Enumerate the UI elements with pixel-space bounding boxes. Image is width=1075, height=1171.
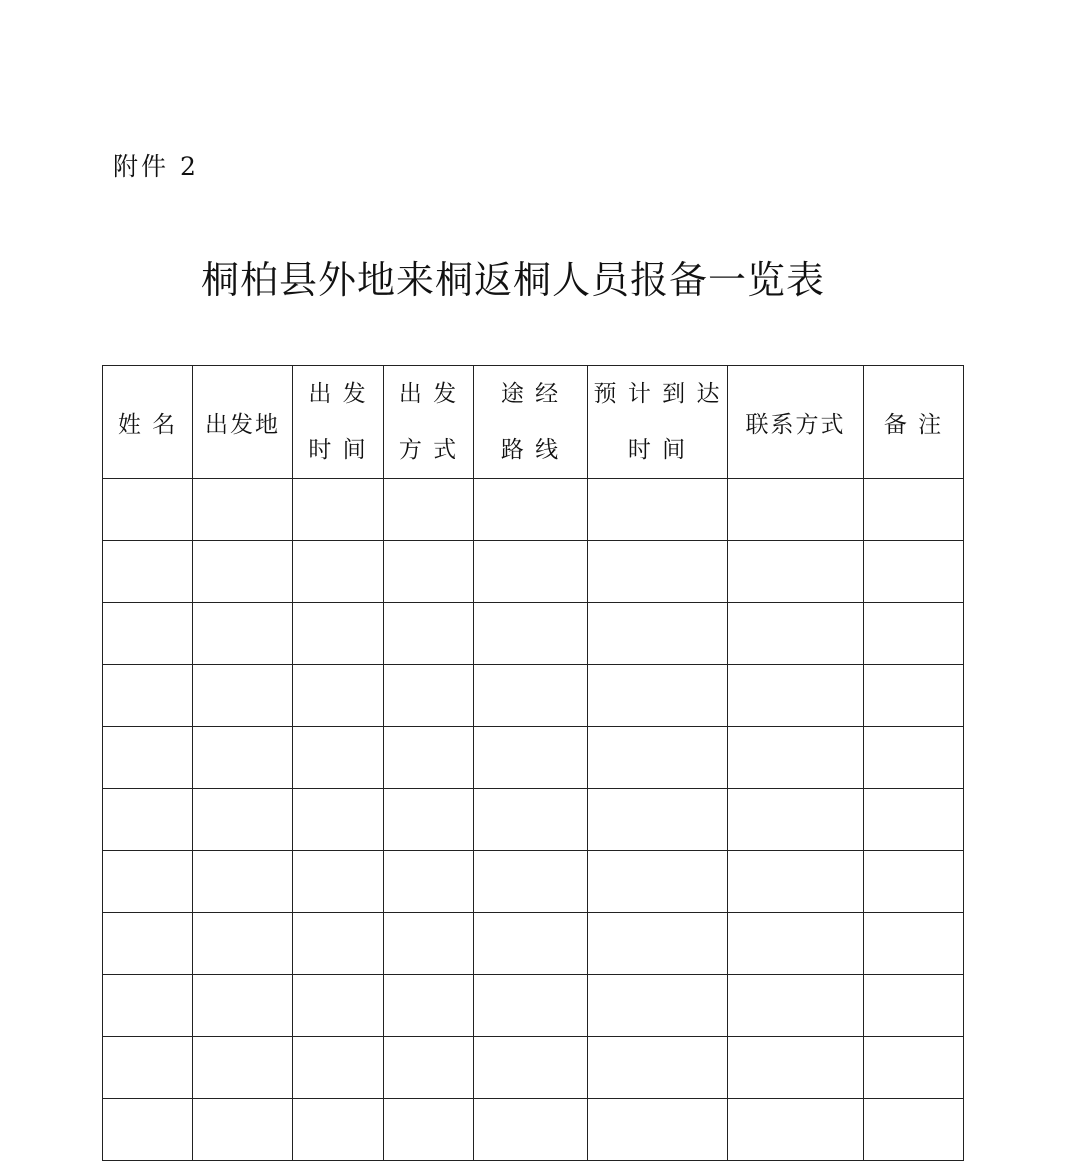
header-route-line2: 路 线 <box>500 437 561 463</box>
table-cell[interactable] <box>293 479 384 541</box>
table-cell[interactable] <box>864 1037 964 1099</box>
header-travel-mode-line1: 出 发 <box>398 381 459 407</box>
table-row <box>103 541 964 603</box>
table-body <box>103 479 964 1161</box>
table-row <box>103 975 964 1037</box>
table-cell[interactable] <box>474 727 588 789</box>
table-cell[interactable] <box>728 789 864 851</box>
table-cell[interactable] <box>384 1037 474 1099</box>
table-cell[interactable] <box>588 913 728 975</box>
header-name-label: 姓 名 <box>117 411 178 438</box>
table-cell[interactable] <box>384 913 474 975</box>
header-travel-mode <box>384 366 474 479</box>
table-cell[interactable] <box>588 1099 728 1161</box>
header-route <box>474 366 588 479</box>
table-row <box>103 479 964 541</box>
table-cell[interactable] <box>728 913 864 975</box>
table-cell[interactable] <box>103 1037 193 1099</box>
header-expected-arrival-time-line1: 预 计 到 达 <box>593 381 722 407</box>
table-cell[interactable] <box>103 541 193 603</box>
table-cell[interactable] <box>864 541 964 603</box>
table-cell[interactable] <box>864 479 964 541</box>
table-cell[interactable] <box>193 541 293 603</box>
table-cell[interactable] <box>384 1099 474 1161</box>
header-departure-time <box>293 366 384 479</box>
table-cell[interactable] <box>474 603 588 665</box>
table-cell[interactable] <box>293 975 384 1037</box>
table-cell[interactable] <box>474 851 588 913</box>
table-cell[interactable] <box>588 851 728 913</box>
table-header-row <box>103 366 964 479</box>
table-cell[interactable] <box>293 727 384 789</box>
table-cell[interactable] <box>293 665 384 727</box>
table-cell[interactable] <box>293 1099 384 1161</box>
table-cell[interactable] <box>588 479 728 541</box>
table-cell[interactable] <box>728 727 864 789</box>
header-name <box>103 366 193 479</box>
header-contact <box>728 366 864 479</box>
table-row <box>103 913 964 975</box>
header-departure-place <box>193 366 293 479</box>
header-remarks <box>864 366 964 479</box>
table-cell[interactable] <box>728 665 864 727</box>
table-cell[interactable] <box>384 727 474 789</box>
table-cell[interactable] <box>193 479 293 541</box>
table-cell[interactable] <box>864 789 964 851</box>
table-cell[interactable] <box>384 479 474 541</box>
header-departure-time-line2: 时 间 <box>308 437 368 463</box>
table-row <box>103 665 964 727</box>
table-cell[interactable] <box>474 665 588 727</box>
table-cell[interactable] <box>193 1037 293 1099</box>
table-cell[interactable] <box>864 913 964 975</box>
table-cell[interactable] <box>384 665 474 727</box>
table-cell[interactable] <box>193 913 293 975</box>
attachment-label: 附件 2 <box>113 152 199 181</box>
report-table <box>102 365 964 1161</box>
table-cell[interactable] <box>193 789 293 851</box>
table-cell[interactable] <box>864 851 964 913</box>
table-row <box>103 1099 964 1161</box>
table-cell[interactable] <box>728 1037 864 1099</box>
table-cell[interactable] <box>864 1099 964 1161</box>
table-cell[interactable] <box>293 603 384 665</box>
header-departure-place-label: 出发地 <box>205 411 280 438</box>
table-cell[interactable] <box>588 789 728 851</box>
table-cell[interactable] <box>293 541 384 603</box>
table-cell[interactable] <box>474 479 588 541</box>
table-row <box>103 789 964 851</box>
table-cell[interactable] <box>588 541 728 603</box>
table-cell[interactable] <box>193 603 293 665</box>
table-cell[interactable] <box>474 1037 588 1099</box>
table-cell[interactable] <box>588 665 728 727</box>
table-cell[interactable] <box>103 975 193 1037</box>
table-cell[interactable] <box>728 541 864 603</box>
table-row <box>103 851 964 913</box>
table-cell[interactable] <box>588 1037 728 1099</box>
table-cell[interactable] <box>103 727 193 789</box>
table-cell[interactable] <box>384 975 474 1037</box>
table-cell[interactable] <box>728 603 864 665</box>
header-contact-label: 联系方式 <box>745 411 846 438</box>
table-cell[interactable] <box>193 727 293 789</box>
table-cell[interactable] <box>193 1099 293 1161</box>
table-cell[interactable] <box>293 851 384 913</box>
header-route-line1: 途 经 <box>500 381 561 407</box>
table-row <box>103 727 964 789</box>
table-cell[interactable] <box>728 1099 864 1161</box>
table-cell[interactable] <box>384 541 474 603</box>
table-cell[interactable] <box>384 789 474 851</box>
table-cell[interactable] <box>864 975 964 1037</box>
table-cell[interactable] <box>103 1099 193 1161</box>
table-cell[interactable] <box>588 975 728 1037</box>
table-cell[interactable] <box>864 603 964 665</box>
table-cell[interactable] <box>474 789 588 851</box>
table-cell[interactable] <box>193 665 293 727</box>
table-cell[interactable] <box>588 603 728 665</box>
page-title: 桐柏县外地来桐返桐人员报备一览表 <box>200 258 825 302</box>
header-travel-mode-line2: 方 式 <box>398 437 459 463</box>
table-cell[interactable] <box>293 1037 384 1099</box>
table-cell[interactable] <box>474 975 588 1037</box>
header-expected-arrival-time <box>588 366 728 479</box>
table-cell[interactable] <box>474 541 588 603</box>
table-cell[interactable] <box>103 851 193 913</box>
header-departure-time-line1: 出 发 <box>308 381 368 407</box>
table-cell[interactable] <box>103 479 193 541</box>
header-expected-arrival-time-line2: 时 间 <box>627 437 688 463</box>
table-cell[interactable] <box>103 603 193 665</box>
table-cell[interactable] <box>864 727 964 789</box>
table-cell[interactable] <box>103 665 193 727</box>
header-remarks-label: 备 注 <box>883 411 944 438</box>
table-cell[interactable] <box>864 665 964 727</box>
table-cell[interactable] <box>293 789 384 851</box>
table-cell[interactable] <box>193 975 293 1037</box>
table-cell[interactable] <box>103 789 193 851</box>
table-row <box>103 603 964 665</box>
table-cell[interactable] <box>728 975 864 1037</box>
table-cell[interactable] <box>588 727 728 789</box>
table-cell[interactable] <box>474 913 588 975</box>
table-row <box>103 1037 964 1099</box>
table-cell[interactable] <box>474 1099 588 1161</box>
table-cell[interactable] <box>728 479 864 541</box>
table-cell[interactable] <box>293 913 384 975</box>
table-cell[interactable] <box>728 851 864 913</box>
table-cell[interactable] <box>193 851 293 913</box>
table-cell[interactable] <box>384 851 474 913</box>
table-cell[interactable] <box>103 913 193 975</box>
table-cell[interactable] <box>384 603 474 665</box>
